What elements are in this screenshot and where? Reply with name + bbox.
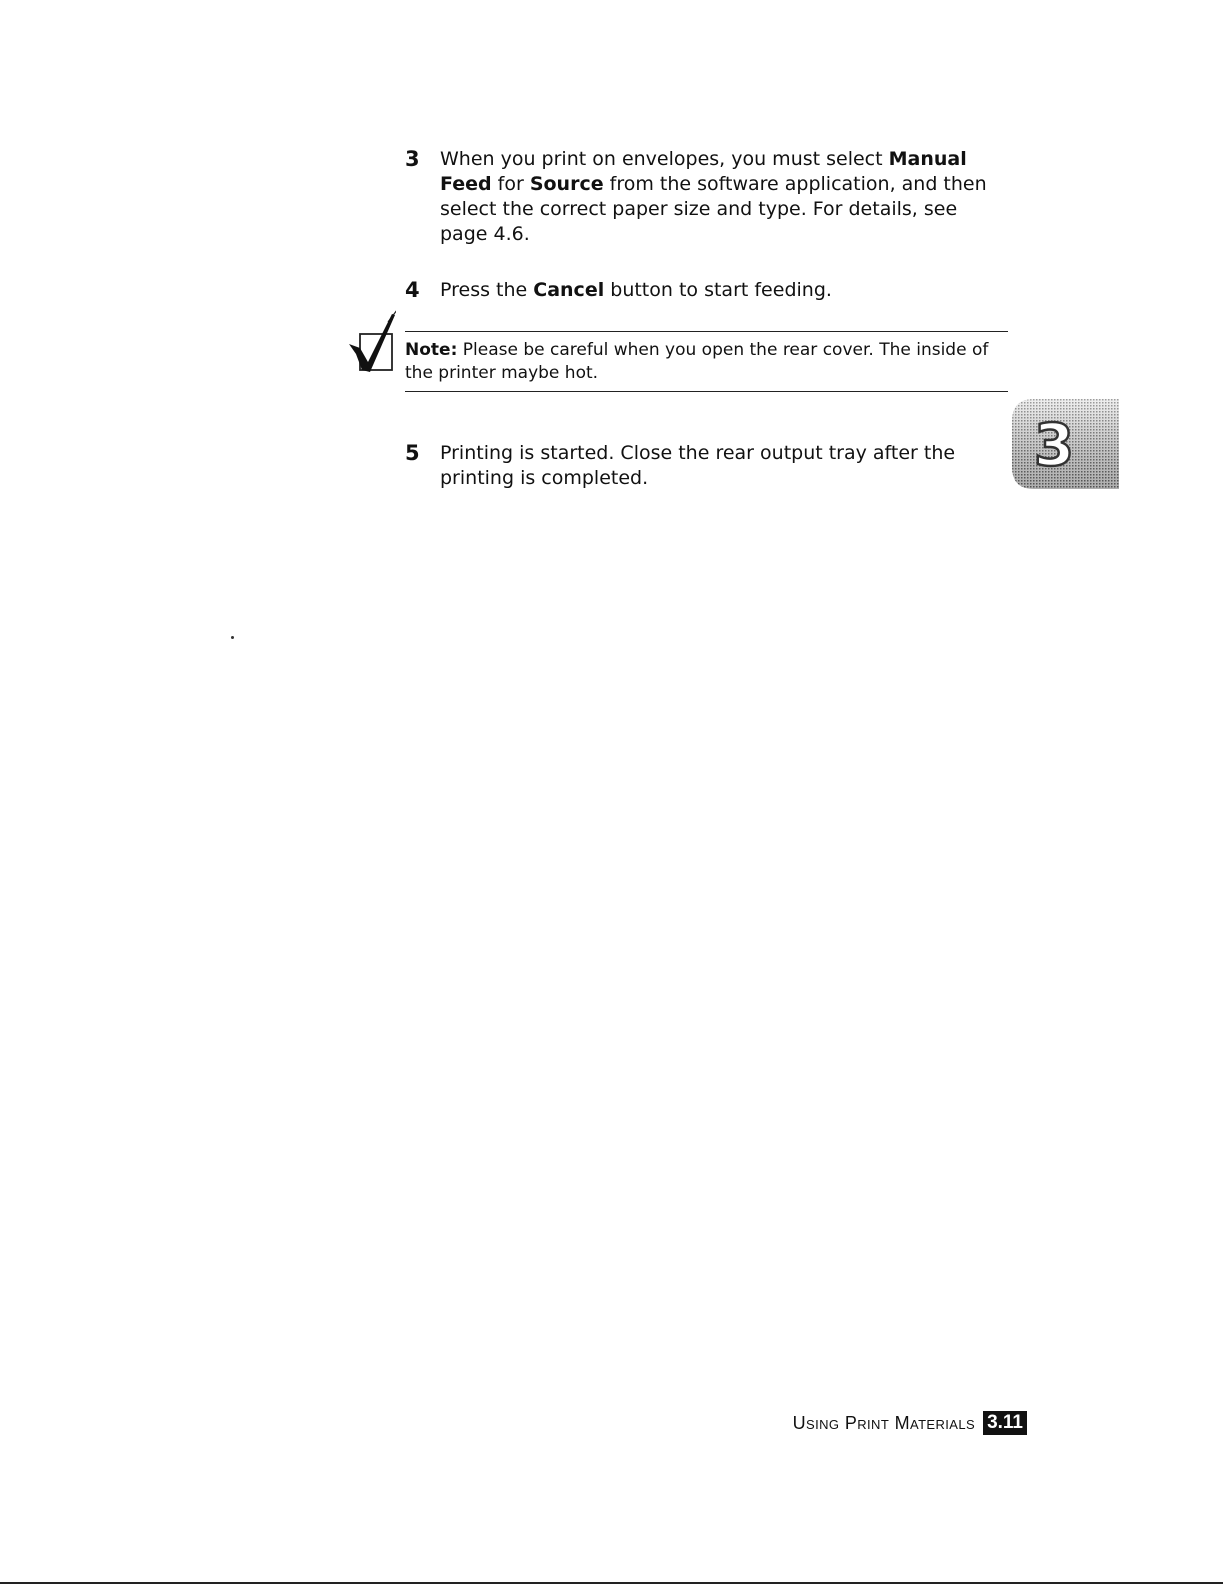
step-text [440, 441, 980, 491]
page-number: 3.11 [983, 1411, 1027, 1435]
page-footer [793, 1411, 1027, 1435]
step-text-part: from the software application, and then select the correct paper size and type. For details, see page 4.6. [440, 173, 987, 245]
step-text-bold: Source [529, 173, 604, 195]
note [405, 339, 1008, 385]
checkmark-note-icon [348, 302, 396, 374]
step-number: 3 [405, 147, 420, 171]
note-text: Please be careful when you open the rear cover. The inside of the printer maybe hot. [405, 340, 989, 383]
stray-dot [231, 636, 234, 639]
step-number: 5 [405, 441, 420, 465]
note-label: Note: [405, 340, 458, 360]
step-text-part: button to start feeding. [604, 279, 832, 301]
footer-section-title: Using Print Materials [792, 1412, 976, 1433]
note-top-rule [405, 331, 1008, 332]
step-text-bold: Manual Feed [440, 148, 967, 195]
step-number: 4 [405, 278, 420, 302]
step-text [440, 147, 1000, 247]
step-text-part: When you print on envelopes, you must select [440, 148, 889, 170]
step-text-part: for [491, 173, 530, 195]
chapter-tab-number: 3 [1033, 411, 1075, 479]
step-text-part: Press the [440, 279, 534, 301]
chapter-tab-icon [1012, 399, 1119, 489]
step-text [440, 278, 1000, 303]
step-text-part: Printing is started. Close the rear output tray after the printing is completed. [440, 442, 956, 489]
step-text-bold: Cancel [533, 279, 605, 301]
note-bottom-rule [405, 391, 1008, 392]
